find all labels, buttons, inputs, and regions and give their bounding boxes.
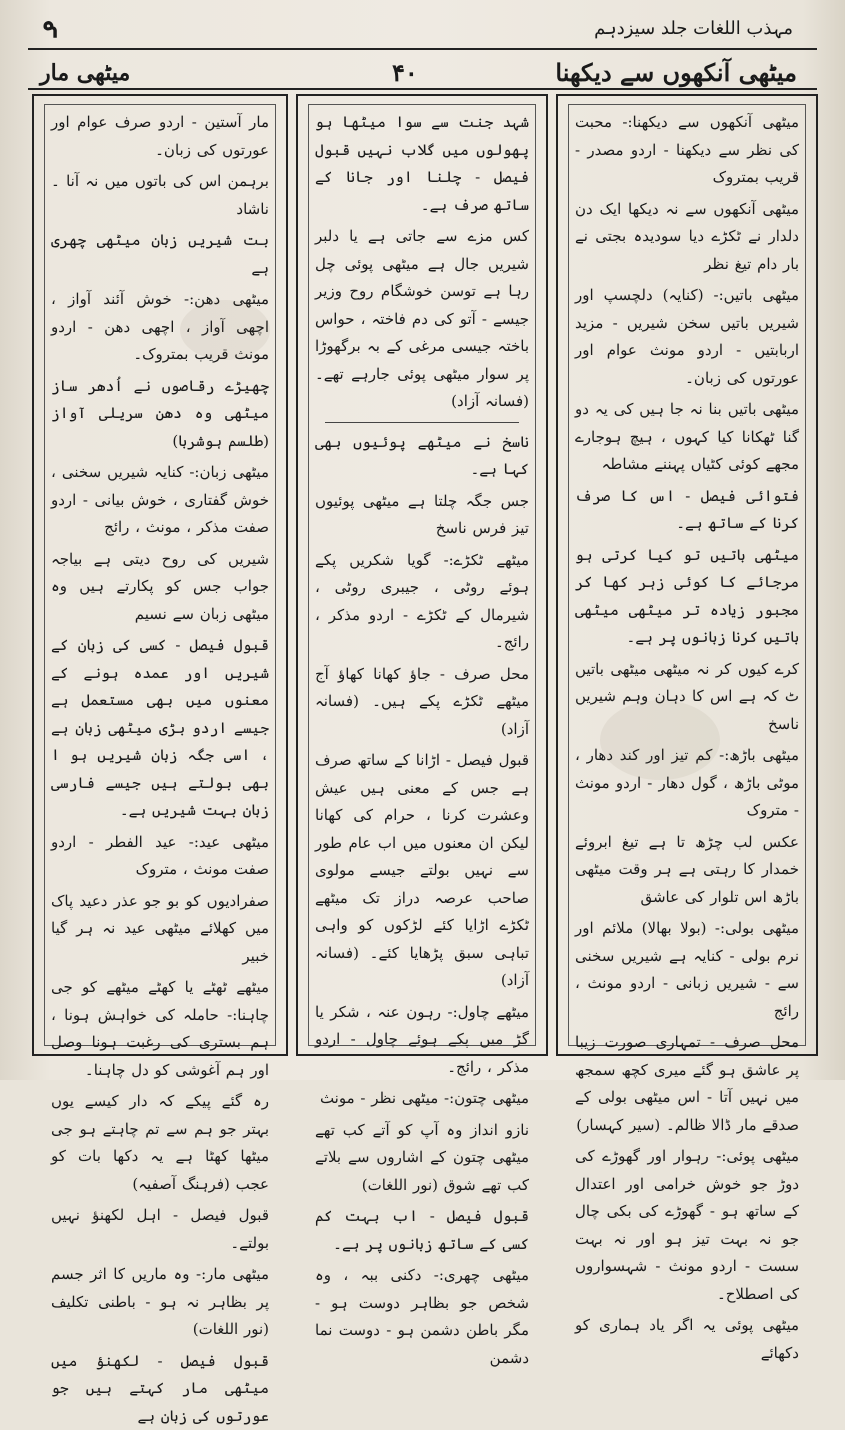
entry-paragraph: میٹھی باتیں:- (کنایہ) دلچسپ اور شیریں باتیں سخن شیریں - مزید اربابتیں - اردو مونث عوام اور عورتوں کی زبان۔ <box>575 282 799 392</box>
header-top-rule <box>28 48 817 50</box>
entry-paragraph: مار آستین - اردو صرف عوام اور عورتوں کی زبان۔ <box>51 109 269 164</box>
entry-paragraph: میٹھی مار:- وہ ماریں کا اثر جسم پر بظاہر نہ ہو - باطنی تکلیف (نور اللغات) <box>51 1261 269 1344</box>
entry-paragraph: میٹھی عید:- عید الفطر - اردو صفت مونث ، متروک <box>51 829 269 884</box>
entry-paragraph: میٹھے ٹکڑے:- گویا شکریں پکے ہوئے روٹی ، جیبری روٹی ، شیرمال کے ٹکڑے - اردو مذکر ، رائج۔ <box>315 547 529 657</box>
verse-line: چھیڑے رقاصوں نے اُدھر ساز میٹھی وہ دھن سریلی آواز (طلسم ہوشربا) <box>51 373 269 456</box>
verse-line: شیریں کی روح دیتی ہے بیاجہ جواب جس کو پکارتے ہیں وہ میٹھی زبان سے نسیم <box>51 546 269 629</box>
column-right-content <box>568 104 806 1046</box>
divider <box>325 422 519 423</box>
usage-note: ناسخ نے میٹھے پوئیوں بھی کہا ہے۔ <box>315 429 529 484</box>
verse-line: برہمن اس کی باتوں میں نہ آنا ۔ ناشاد <box>51 168 269 223</box>
entry-paragraph: میٹھی باڑھ:- کم تیز اور کند دھار ، موٹی باڑھ ، گول دھار - اردو مونث - متروک <box>575 742 799 825</box>
column-middle <box>296 94 548 1056</box>
entry-paragraph: میٹھی بولی:- (بولا بھالا) ملائم اور نرم بولی - کنایہ ہے شیریں سخنی سے - شیریں زبانی - اردو مونث ، رائج <box>575 915 799 1025</box>
verse-line: عکس لب چڑھ تا ہے تیغ ابروئے خمدار کا رہتی ہے ہر وقت میٹھی باڑھ اس تلوار کی عاشق <box>575 829 799 912</box>
entry-paragraph: میٹھی آنکھوں سے دیکھنا:- محبت کی نظر سے دیکھنا - اردو مصدر - قریب بمتروک <box>575 109 799 192</box>
entry-paragraph: میٹھی چھری:- دکنی ببہ ، وہ شخص جو بظاہر دوست ہو - مگر باطن دشمن ہو - دوست نما دشمن <box>315 1262 529 1372</box>
verse-line: جس جگہ چلتا ہے میٹھی پوئیوں تیز فرس ناسخ <box>315 488 529 543</box>
usage-note: قبول فیصل - اڑانا کے ساتھ صرف ہے جس کے معنی ہیں عیش وعشرت کرنا ، حرام کی کھانا لیکن ان معنوں میں اب عام طور سے نہیں بولتے جیسے مولوی صاحب عرصہ دراز تک میٹھے ٹکڑے اڑایا کئے لڑکوں کو واہی تباہی سبق پڑھایا کئے۔ (فسانہ آزاد) <box>315 747 529 995</box>
entry-paragraph: میٹھی دھن:- خوش آئند آواز ، اچھی آواز ، اچھی دھن - اردو مونث قریب بمتروک۔ <box>51 286 269 369</box>
book-title: مہذب اللغات جلد سیزدہم <box>594 18 793 39</box>
verse-line: میٹھی باتیں بنا نہ جا ہیں کی یہ دو گنا ٹھکانا کیا کہوں ، ہیچ ہوجارے مجھے کوئی کٹیاں پہننے مشاطہ <box>575 396 799 479</box>
usage-example: محل صرف - جاؤ کھانا کھاؤ آج میٹھے ٹکڑے پکے ہیں۔ (فسانہ آزاد) <box>315 661 529 744</box>
entry-paragraph: میٹھی زبان:- کنایہ شیریں سخنی ، خوش گفتاری ، خوش بیانی - اردو صفت مذکر ، مونث ، رائج <box>51 459 269 542</box>
column-left <box>32 94 288 1056</box>
header-bottom-rule <box>28 88 817 90</box>
verse-line: نازو انداز وہ آپ کو آتے کب تھے میٹھی چتون کے اشاروں سے بلاتے کب تھے شوق (نور اللغات) <box>315 1117 529 1200</box>
column-middle-content <box>308 104 536 1046</box>
usage-note: قبول فیصل - اب بہت کم کسی کے ساتھ زبانوں پر ہے۔ <box>315 1203 529 1258</box>
page-number: ۴۰ <box>392 58 418 87</box>
usage-note: فتوائی فیصل - اس کا صرف کرنا کے ساتھ ہے۔ <box>575 483 799 538</box>
corner-mark: م <box>42 8 58 38</box>
verse-line: شہد جنت سے سوا میٹھا ہو پھولوں میں گلاب نہیں قبول فیصل - چلنا اور جانا کے ساتھ صرف ہے۔ <box>315 109 529 219</box>
usage-note: قبول فیصل - اہل لکھنؤ نہیں بولتے۔ <box>51 1202 269 1257</box>
usage-note: قبول فیصل - کسی کی زبان کے شیریں اور عمدہ ہونے کے معنوں میں بھی مستعمل ہے جیسے اردو بڑی میٹھی زبان ہے ، اسی جگہ زبان شیریں ہو ا بھی بولتے ہیں جیسے فارسی زبان بہت شیریں ہے۔ <box>51 632 269 825</box>
usage-note: قبول فیصل - لکھنؤ میں میٹھی مار کہتے ہیں جو عورتوں کی زبان ہے <box>51 1348 269 1430</box>
entry-paragraph: میٹھی چتون:- میٹھی نظر - مونث <box>315 1085 529 1113</box>
entry-paragraph: میٹھی پوئی:- رہوار اور گھوڑے کی دوڑ جو خوش خرامی اور اعتدال کے ساتھ ہو - گھوڑے کی بکی چال جو نہ بہت تیز ہو اور نہ بہت سست - اردو مونث - شہسواروں کی اصطلاح۔ <box>575 1143 799 1308</box>
left-running-head: میٹھی مار <box>40 60 130 86</box>
column-left-content <box>44 104 276 1046</box>
column-right <box>556 94 818 1056</box>
verse-line: صفرادیوں کو بو جو عذر دعید پاک میں کھلائے میٹھی عید نہ ہر گیا خبیر <box>51 888 269 971</box>
entry-paragraph: میٹھے چاول:- رہون عنہ ، شکر یا گڑ میں پکے ہوئے چاول - اردو مذکر ، رائج۔ <box>315 999 529 1082</box>
verse-line: میٹھی باتیں تو کیا کرتی ہو مرجائے کا کوئی زہر کھا کر مجبور زیادہ تر میٹھی میٹھی باتیں کرنا زبانوں پر ہے۔ <box>575 542 799 652</box>
right-running-head: میٹھی آنکھوں سے دیکھنا <box>555 58 797 87</box>
verse-line: میٹھی پوئی یہ اگر یاد ہماری کو دکھائے <box>575 1312 799 1367</box>
verse-line: بت شیریں زبان میٹھی چھری ہے <box>51 227 269 282</box>
usage-example: کس مزے سے جاتی ہے یا دلبر شیریں جال ہے میٹھی پوئی چل رہا ہے توسن خوشگام روح وزیر جیسے - آتو کی دم فاختہ ، حواس باختہ جیسی مرغی کے بہ برگھوڑا پر سوار میٹھی پوئی جارہے تھے۔ (فسانہ آزاد) <box>315 223 529 416</box>
verse-line: میٹھی آنکھوں سے نہ دیکھا ایک دن دلدار نے ٹکڑے دیا سودیدہ بجتی نے بار دام تیغ نظر <box>575 196 799 279</box>
entry-paragraph: میٹھے ٹھٹے یا کھٹے میٹھے کو جی چاہنا:- حاملہ کی خواہش ہونا ، ہم بستری کی رغبت ہونا وصل اور ہم آغوشی کو دل چاہنا۔ <box>51 974 269 1084</box>
verse-line: رہ گئے پیکے کہ دار کیسے یوں بہتر جو ہم سے تم چاہتے ہو جی میٹھا کھٹا ہے یہ دکھا بات کو عجب (فرہنگ آصفیہ) <box>51 1088 269 1198</box>
verse-line: کرے کیوں کر نہ میٹھی میٹھی باتیں ٹ کہ ہے اس کا دہان وہم شیریں ناسخ <box>575 656 799 739</box>
usage-example: محل صرف - تمہاری صورت زیبا پر عاشق ہو گئے میری کچھ سمجھ میں نہیں آتا - اس میٹھی بولی کے صدقے مار ڈالا ظالم۔ (سیر کہسار) <box>575 1029 799 1139</box>
